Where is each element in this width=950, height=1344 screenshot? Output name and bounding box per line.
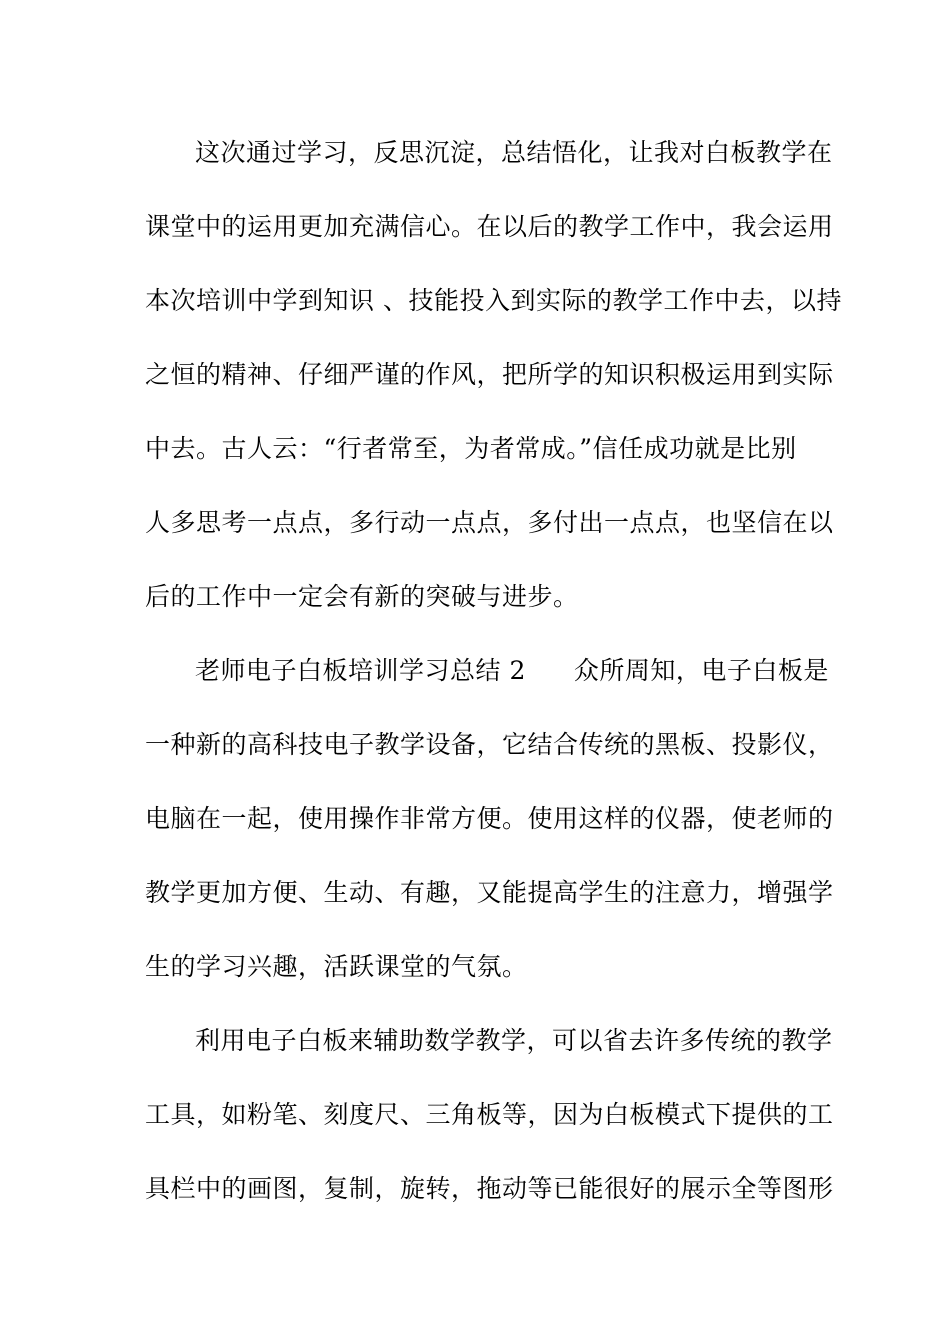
- text-line: 之恒的精神、仔细严谨的作风，把所学的知识积极运用到实际: [145, 360, 834, 389]
- text-line: 人多思考一点点，多行动一点点，多付出一点点，也坚信在以: [145, 508, 834, 537]
- section-heading: 老师电子白板培训学习总结 2: [195, 656, 526, 685]
- section-heading-line: [145, 648, 829, 722]
- text-run: 众所周知，电子白板是: [573, 656, 829, 685]
- text-line: 后的工作中一定会有新的突破与进步。: [145, 582, 579, 611]
- text-line: 教学更加方便、生动、有趣，又能提高学生的注意力，增强学: [145, 878, 834, 907]
- text-line: 利用电子白板来辅助数学教学，可以省去许多传统的教学: [195, 1026, 833, 1055]
- text-line: 本次培训中学到知识 、技能投入到实际的教学工作中去，以持: [145, 286, 842, 315]
- text-line: 这次通过学习，反思沉淀，总结悟化，让我对白板教学在: [195, 138, 833, 167]
- text-line: 一种新的高科技电子教学设备，它结合传统的黑板、投影仪，: [145, 730, 834, 759]
- text-line: 生的学习兴趣，活跃课堂的气氛。: [145, 952, 528, 981]
- text-line: 工具，如粉笔、刻度尺、三角板等，因为白板模式下提供的工: [145, 1100, 834, 1129]
- text-line: 课堂中的运用更加充满信心。在以后的教学工作中，我会运用: [145, 212, 834, 241]
- text-line: 具栏中的画图，复制，旋转，拖动等已能很好的展示全等图形: [145, 1174, 834, 1203]
- text-line: 中去。古人云：“行者常至，为者常成。”信任成功就是比别: [145, 434, 797, 463]
- document-body: [145, 130, 842, 1240]
- text-line: 电脑在一起，使用操作非常方便。使用这样的仪器，使老师的: [145, 804, 834, 833]
